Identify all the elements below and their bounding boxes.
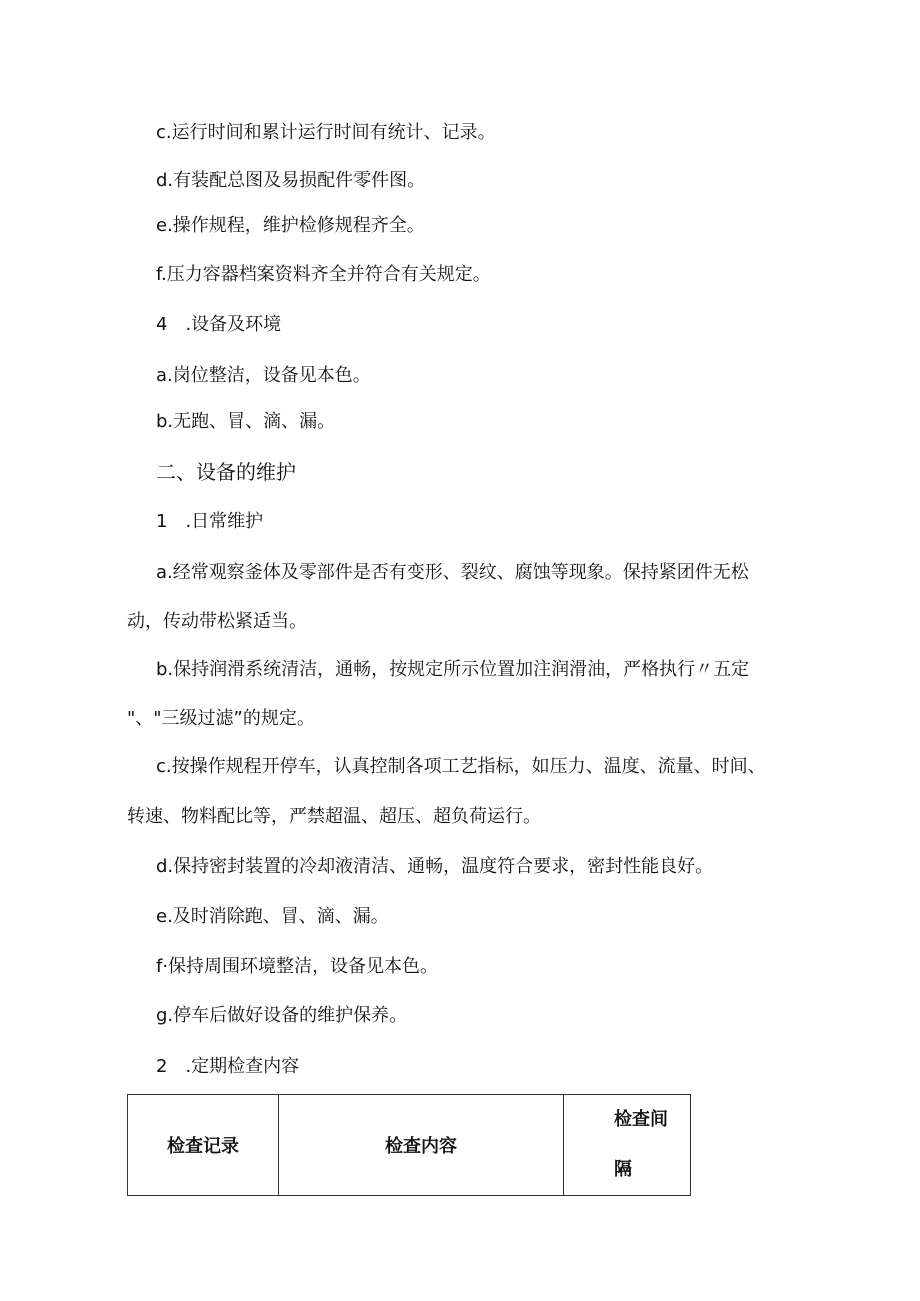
text-line-b-lubrication: b.保持润滑系统清洁，通畅，按规定所示位置加注润滑油，严格执行〃五定 (156, 659, 750, 680)
header-inspection-record: 检查记录 (128, 1095, 279, 1196)
text-line-a-post-clean: a.岗位整洁，设备见本色。 (156, 365, 371, 386)
text-line-d-seal-coolant: d.保持密封装置的冷却液清洁、通畅，温度符合要求，密封性能良好。 (156, 856, 714, 877)
section-heading-periodic-inspection: 2 .定期检查内容 (156, 1056, 300, 1077)
text-line-e-eliminate-leaks: e.及时消除跑、冒、滴、漏。 (156, 906, 389, 927)
table-header-row (128, 1095, 691, 1196)
chapter-heading-maintenance: 二、设备的维护 (156, 460, 296, 484)
section-heading-equipment-environment: 4 .设备及环境 (156, 314, 282, 335)
text-line-b-continuation: "、"三级过滤”的规定。 (127, 708, 315, 729)
text-line-g-after-shutdown: g.停车后做好设备的维护保养。 (156, 1005, 408, 1026)
text-line-e-procedures: e.操作规程，维护检修规程齐全。 (156, 215, 425, 236)
text-line-a-continuation: 动，传动带松紧适当。 (127, 611, 307, 632)
header-inspection-content: 检查内容 (279, 1095, 564, 1196)
text-line-c-runtime: c.运行时间和累计运行时间有统计、记录。 (156, 122, 496, 143)
text-line-c-operation: c.按操作规程开停车，认真控制各项工艺指标，如压力、温度、流量、时间、 (156, 756, 766, 777)
text-line-a-observe-kettle: a.经常观察釜体及零部件是否有变形、裂纹、腐蚀等现象。保持紧团件无松 (156, 562, 749, 583)
text-line-f-pressure-vessel: f.压力容器档案资料齐全并符合有关规定。 (156, 264, 491, 285)
text-line-b-no-leaks: b.无跑、冒、滴、漏。 (156, 411, 336, 432)
text-line-c-continuation: 转速、物料配比等，严禁超温、超压、超负荷运行。 (127, 806, 541, 827)
inspection-table (127, 1094, 691, 1196)
text-line-d-drawings: d.有装配总图及易损配件零件图。 (156, 170, 426, 191)
text-line-f-surroundings: f·保持周围环境整洁，设备见本色。 (156, 956, 439, 977)
header-inspection-interval-label: 检查间隔 (614, 1109, 668, 1180)
section-heading-daily-maintenance: 1 .日常维护 (156, 511, 264, 532)
header-inspection-interval (564, 1095, 691, 1196)
